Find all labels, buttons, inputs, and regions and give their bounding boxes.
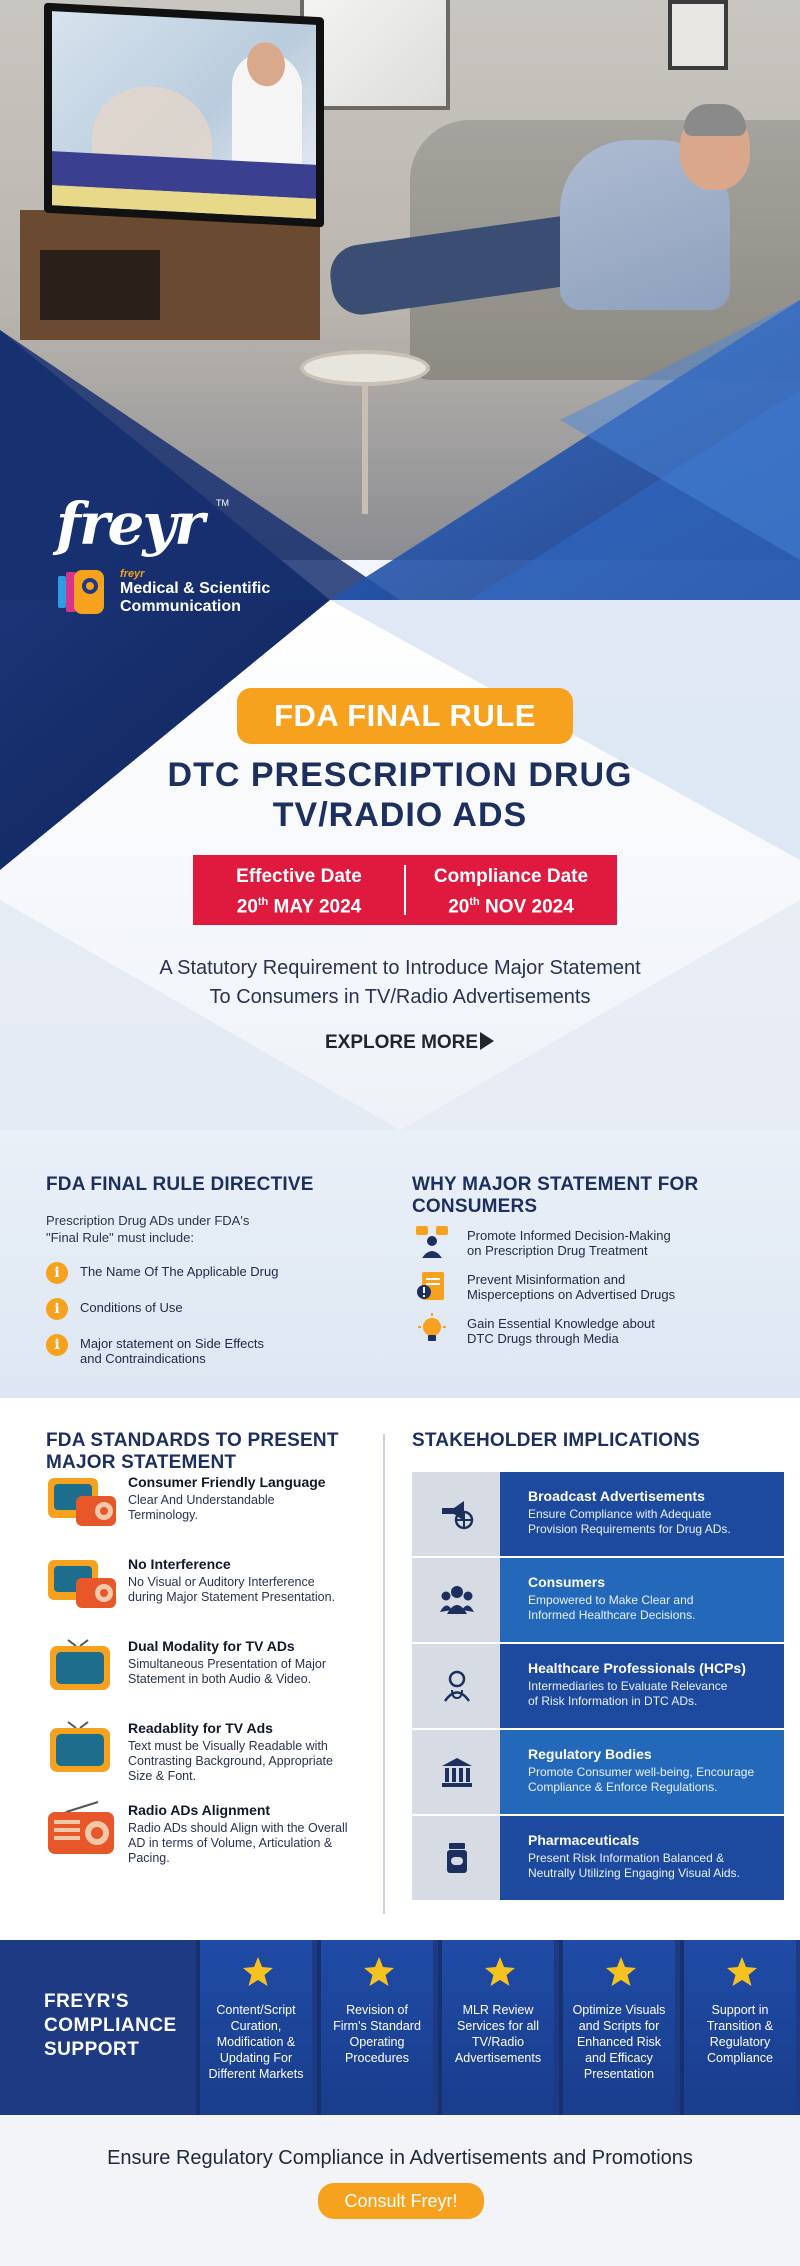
megaphone-globe-icon bbox=[440, 1498, 474, 1530]
directive-item-text-line1: Major statement on Side Effects bbox=[80, 1336, 265, 1351]
stakeholder-icon-box bbox=[412, 1816, 500, 1900]
standard-item bbox=[46, 1556, 376, 1638]
support-line: Optimize Visuals bbox=[572, 2003, 666, 2017]
directive-intro bbox=[46, 1212, 376, 1246]
stakeholder-desc-line2: Compliance & Enforce Regulations. bbox=[528, 1780, 718, 1794]
statement-line1: A Statutory Requirement to Introduce Major Statement bbox=[159, 957, 641, 979]
stakeholder-panel bbox=[500, 1644, 784, 1728]
stakeholder-row bbox=[412, 1472, 784, 1558]
standard-desc bbox=[128, 1739, 376, 1784]
msc-title-line2: Communication bbox=[120, 598, 241, 615]
effective-day: 20 bbox=[236, 896, 258, 918]
msc-title-line1: Medical & Scientific bbox=[120, 580, 271, 597]
why-item-line2: DTC Drugs through Media bbox=[467, 1331, 619, 1346]
why-major-statement bbox=[412, 1174, 762, 1350]
consult-freyr-button[interactable]: Consult Freyr! bbox=[318, 2183, 484, 2219]
msc-title bbox=[120, 580, 270, 616]
stakeholder-desc-line2: Provision Requirements for Drug ADs. bbox=[528, 1522, 731, 1536]
support-line: Regulatory bbox=[709, 2035, 771, 2049]
logo-trademark: TM bbox=[216, 498, 229, 508]
stakeholder-panel bbox=[500, 1730, 784, 1814]
fda-standards bbox=[46, 1430, 376, 1884]
compliance-day: 20 bbox=[448, 896, 470, 918]
effective-month-year: MAY 2024 bbox=[268, 896, 362, 918]
group-icon bbox=[440, 1584, 474, 1616]
stakeholder-desc-line1: Present Risk Information Balanced & bbox=[528, 1851, 725, 1865]
stakeholder-title: Regulatory Bodies bbox=[528, 1746, 652, 1762]
directive-intro-line1: Prescription Drug ADs under FDA's bbox=[46, 1213, 250, 1228]
standard-item bbox=[46, 1638, 376, 1720]
support-line: Services for all bbox=[457, 2019, 539, 2033]
standard-title: Readablity for TV Ads bbox=[128, 1720, 273, 1736]
compliance-support-section bbox=[0, 1940, 800, 2115]
stakeholder-row bbox=[412, 1816, 784, 1902]
stakeholder-desc-line1: Ensure Compliance with Adequate bbox=[528, 1507, 712, 1521]
directive-item bbox=[46, 1336, 376, 1366]
stakeholder-heading: STAKEHOLDER IMPLICATIONS bbox=[412, 1430, 701, 1451]
why-item-line1: Prevent Misinformation and bbox=[467, 1272, 626, 1287]
pill-bottle-icon bbox=[440, 1842, 474, 1874]
standard-desc bbox=[128, 1575, 376, 1605]
standards-heading-line2: MAJOR STATEMENT bbox=[46, 1452, 237, 1473]
people-chat-icon bbox=[414, 1224, 450, 1260]
info-icon: i bbox=[46, 1298, 68, 1320]
support-card-text bbox=[206, 2002, 306, 2082]
tv-radio-icon bbox=[46, 1472, 118, 1530]
dates-banner bbox=[193, 855, 617, 925]
standard-desc bbox=[128, 1493, 376, 1523]
stakeholder-row bbox=[412, 1644, 784, 1730]
directive-intro-line2: "Final Rule" must include: bbox=[46, 1230, 194, 1245]
stakeholder-desc-line2: of Risk Information in DTC ADs. bbox=[528, 1694, 698, 1708]
compliance-date bbox=[405, 865, 617, 920]
why-item bbox=[412, 1228, 762, 1262]
support-line: TV/Radio bbox=[471, 2035, 525, 2049]
support-line: and Efficacy bbox=[585, 2051, 653, 2065]
info-icon: i bbox=[46, 1334, 68, 1356]
directive-heading: FDA FINAL RULE DIRECTIVE bbox=[46, 1174, 314, 1195]
stakeholder-desc bbox=[528, 1851, 772, 1881]
support-heading-line3: SUPPORT bbox=[44, 2039, 140, 2060]
stakeholder-title: Healthcare Professionals (HCPs) bbox=[528, 1660, 746, 1676]
standard-desc-line1: Simultaneous Presentation of Major bbox=[128, 1657, 327, 1671]
support-card-text bbox=[448, 2002, 548, 2066]
directive-section bbox=[0, 1130, 800, 1398]
final-rule-badge: FDA FINAL RULE bbox=[237, 688, 573, 744]
support-line: Content/Script bbox=[216, 2003, 296, 2017]
why-heading-line2: CONSUMERS bbox=[412, 1196, 538, 1217]
star-icon bbox=[726, 1956, 758, 1988]
hero-title-line1: DTC PRESCRIPTION DRUG bbox=[167, 756, 633, 794]
support-line: Different Markets bbox=[208, 2067, 304, 2081]
support-card bbox=[438, 1940, 554, 2115]
stakeholder-icon-box bbox=[412, 1558, 500, 1642]
support-line: Advertisements bbox=[454, 2051, 542, 2065]
why-item bbox=[412, 1316, 762, 1350]
support-card-text bbox=[327, 2002, 427, 2066]
support-card-text bbox=[690, 2002, 790, 2066]
column-divider bbox=[383, 1434, 385, 1914]
hero-statement bbox=[0, 954, 800, 1012]
explore-more-label: EXPLORE MORE bbox=[325, 1032, 479, 1053]
standard-desc-line3: Size & Font. bbox=[128, 1769, 197, 1783]
stakeholder-implications bbox=[412, 1430, 784, 1902]
star-icon bbox=[605, 1956, 637, 1988]
stakeholder-list bbox=[412, 1472, 784, 1902]
standard-desc-line1: Text must be Visually Readable with bbox=[128, 1739, 328, 1753]
why-item bbox=[412, 1272, 762, 1306]
support-card bbox=[559, 1940, 675, 2115]
support-heading-line2: COMPLIANCE bbox=[44, 2015, 177, 2036]
effective-date-label: Effective Date bbox=[236, 866, 362, 887]
hero-section bbox=[0, 0, 800, 1130]
star-icon bbox=[363, 1956, 395, 1988]
why-item-line1: Gain Essential Knowledge about bbox=[467, 1316, 655, 1331]
standard-desc-line1: No Visual or Auditory Interference bbox=[128, 1575, 315, 1589]
effective-ordinal: th bbox=[257, 896, 269, 908]
stakeholder-desc-line2: Informed Healthcare Decisions. bbox=[528, 1608, 696, 1622]
tv-icon bbox=[46, 1636, 118, 1694]
stakeholder-title: Consumers bbox=[528, 1574, 606, 1590]
support-card bbox=[317, 1940, 433, 2115]
standard-desc-line1: Radio ADs should Align with the Overall bbox=[128, 1821, 348, 1835]
why-heading-line1: WHY MAJOR STATEMENT FOR bbox=[412, 1174, 699, 1195]
logo-wordmark: freyr bbox=[56, 490, 203, 558]
standard-desc-line3: Pacing. bbox=[128, 1851, 170, 1865]
star-icon bbox=[242, 1956, 274, 1988]
directive-item-text: The Name Of The Applicable Drug bbox=[80, 1264, 279, 1279]
stakeholder-icon-box bbox=[412, 1472, 500, 1556]
explore-more-link[interactable] bbox=[325, 1032, 494, 1054]
standard-title: Dual Modality for TV ADs bbox=[128, 1638, 295, 1654]
freyr-logo[interactable] bbox=[56, 490, 229, 558]
compliance-date-label: Compliance Date bbox=[433, 866, 589, 887]
support-line: Operating bbox=[349, 2035, 405, 2049]
support-line: Support in bbox=[711, 2003, 769, 2017]
compliance-date-value bbox=[405, 889, 617, 920]
support-line: Revision of bbox=[346, 2003, 408, 2017]
standards-section bbox=[0, 1398, 800, 1940]
stakeholder-panel bbox=[500, 1816, 784, 1900]
stakeholder-icon-box bbox=[412, 1730, 500, 1814]
support-heading-line1: FREYR'S bbox=[44, 1991, 130, 2012]
stakeholder-desc-line1: Intermediaries to Evaluate Relevance bbox=[528, 1679, 728, 1693]
tv-icon bbox=[46, 1718, 118, 1776]
support-line: Updating For bbox=[219, 2051, 293, 2065]
institution-icon bbox=[440, 1756, 474, 1788]
msc-icon bbox=[56, 566, 108, 618]
stakeholder-row bbox=[412, 1558, 784, 1644]
standard-title: No Interference bbox=[128, 1556, 231, 1572]
support-line: Modification & bbox=[216, 2035, 296, 2049]
support-heading bbox=[44, 1990, 194, 2062]
support-card bbox=[680, 1940, 796, 2115]
standard-desc-line2: Statement in both Audio & Video. bbox=[128, 1672, 312, 1686]
standard-desc-line2: Contrasting Background, Appropriate bbox=[128, 1754, 333, 1768]
standard-desc bbox=[128, 1821, 376, 1866]
standards-heading bbox=[46, 1430, 376, 1474]
doctor-icon bbox=[440, 1670, 474, 1702]
msc-logo bbox=[56, 566, 286, 626]
stakeholder-desc-line1: Promote Consumer well-being, Encourage bbox=[528, 1765, 755, 1779]
support-line: and Scripts for bbox=[578, 2019, 660, 2033]
compliance-ordinal: th bbox=[469, 896, 480, 908]
why-item-line2: on Prescription Drug Treatment bbox=[467, 1243, 648, 1258]
play-arrow-icon bbox=[480, 1032, 494, 1050]
support-card bbox=[196, 1940, 312, 2115]
stakeholder-icon-box bbox=[412, 1644, 500, 1728]
standard-item bbox=[46, 1720, 376, 1802]
support-line: Procedures bbox=[345, 2051, 409, 2065]
support-line: MLR Review bbox=[462, 2003, 534, 2017]
stakeholder-panel bbox=[500, 1558, 784, 1642]
stakeholder-desc bbox=[528, 1507, 772, 1537]
support-line: Enhanced Risk bbox=[576, 2035, 662, 2049]
why-item-line1: Promote Informed Decision-Making bbox=[467, 1228, 671, 1243]
hero-title-line2: TV/RADIO ADS bbox=[272, 796, 528, 834]
final-rule-directive bbox=[46, 1174, 376, 1366]
standard-desc-line2: AD in terms of Volume, Articulation & bbox=[128, 1836, 333, 1850]
radio-icon bbox=[46, 1800, 118, 1858]
standard-item bbox=[46, 1802, 376, 1884]
stakeholder-desc bbox=[528, 1593, 772, 1623]
support-card-text bbox=[569, 2002, 669, 2082]
directive-item bbox=[46, 1300, 376, 1322]
tv-radio-icon bbox=[46, 1554, 118, 1612]
stakeholder-desc-line1: Empowered to Make Clear and bbox=[528, 1593, 694, 1607]
footer-section bbox=[0, 2115, 800, 2266]
directive-item-text-line2: and Contraindications bbox=[80, 1351, 206, 1366]
msc-brand: freyr bbox=[120, 568, 145, 580]
stakeholder-desc-line2: Neutrally Utilizing Engaging Visual Aids. bbox=[528, 1866, 740, 1880]
support-line: Firm's Standard bbox=[333, 2019, 421, 2033]
stakeholder-title: Broadcast Advertisements bbox=[528, 1488, 705, 1504]
support-line: Curation, bbox=[230, 2019, 282, 2033]
standard-desc-line1: Clear And Understandable bbox=[128, 1493, 275, 1507]
standard-desc-line2: Terminology. bbox=[128, 1508, 198, 1522]
footer-tagline: Ensure Regulatory Compliance in Advertisements and Promotions bbox=[107, 2147, 693, 2169]
why-item-line2: Misperceptions on Advertised Drugs bbox=[467, 1287, 676, 1302]
stakeholder-panel bbox=[500, 1472, 784, 1556]
support-line: Presentation bbox=[583, 2067, 655, 2081]
directive-item-text: Conditions of Use bbox=[80, 1300, 183, 1315]
info-icon: i bbox=[46, 1262, 68, 1284]
compliance-month-year: NOV 2024 bbox=[479, 896, 574, 918]
standards-heading-line1: FDA STANDARDS TO PRESENT bbox=[46, 1430, 339, 1451]
lightbulb-icon bbox=[414, 1312, 450, 1348]
standard-item bbox=[46, 1474, 376, 1556]
standard-title: Radio ADs Alignment bbox=[128, 1802, 271, 1818]
standard-title: Consumer Friendly Language bbox=[128, 1474, 326, 1490]
directive-item bbox=[46, 1264, 376, 1286]
effective-date-value bbox=[193, 889, 405, 920]
statement-line2: To Consumers in TV/Radio Advertisements bbox=[209, 986, 591, 1008]
star-icon bbox=[484, 1956, 516, 1988]
standard-desc-line2: during Major Statement Presentation. bbox=[128, 1590, 336, 1604]
stakeholder-row bbox=[412, 1730, 784, 1816]
support-line: Compliance bbox=[706, 2051, 773, 2065]
stakeholder-desc bbox=[528, 1765, 772, 1795]
stakeholder-desc bbox=[528, 1679, 772, 1709]
why-heading bbox=[412, 1174, 762, 1218]
support-line: Transition & bbox=[706, 2019, 774, 2033]
standard-desc bbox=[128, 1657, 376, 1687]
stakeholder-title: Pharmaceuticals bbox=[528, 1832, 640, 1848]
document-warning-icon bbox=[414, 1268, 450, 1304]
effective-date bbox=[193, 865, 405, 920]
